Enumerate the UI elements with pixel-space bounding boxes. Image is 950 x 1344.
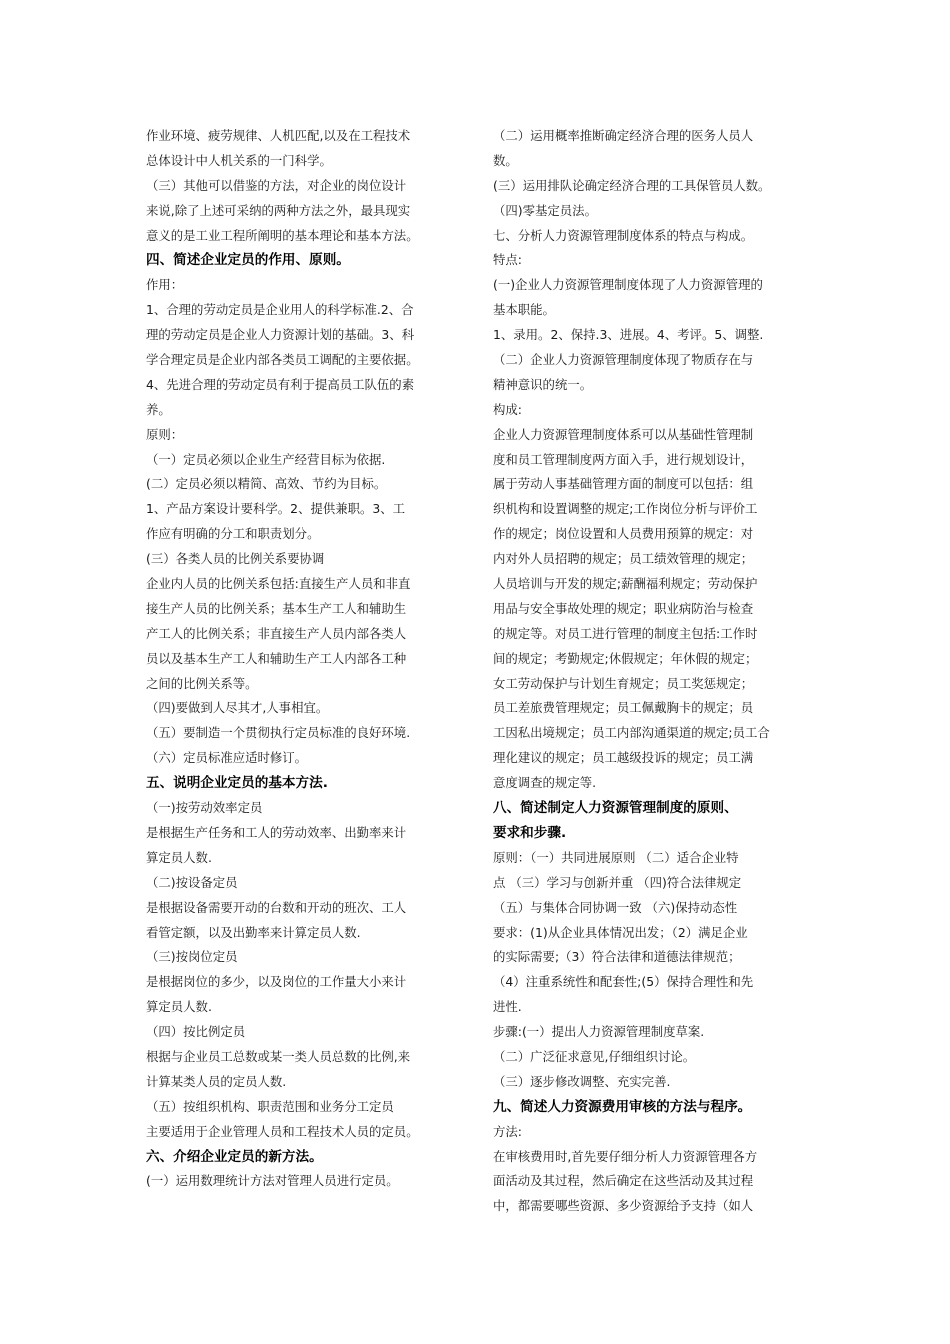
section-heading: 六、介绍企业定员的新方法。	[146, 1148, 323, 1165]
text-line: 企业人力资源管理制度体系可以从基础性管理制	[493, 426, 754, 442]
text-line: 接生产人员的比例关系；基本生产工人和辅助生	[146, 600, 407, 616]
text-line: 原则：	[146, 426, 184, 442]
text-line: 是根据岗位的多少，以及岗位的工作量大小来计	[146, 974, 407, 990]
text-line: （六）定员标准应适时修订。	[146, 750, 308, 766]
text-line: （二）企业人力资源管理制度体现了物质存在与	[493, 352, 754, 368]
text-line: （二)按设备定员	[146, 874, 238, 890]
text-line: 是根据设备需要开动的台数和开动的班次、工人	[146, 899, 407, 915]
text-line: 作业环境、疲劳规律、人机匹配,以及在工程技术	[146, 128, 411, 143]
text-line: (三）运用排队论确定经济合理的工具保管员人数。	[493, 177, 771, 193]
text-line: 根据与企业员工总数或某一类人员总数的比例,来	[146, 1048, 411, 1064]
text-line: 要求：(1)从企业具体情况出发；（2）满足企业	[493, 924, 748, 940]
text-line: 基本职能。	[493, 302, 555, 318]
text-line: 4、先进合理的劳动定员有利于提高员工队伍的素	[146, 376, 415, 392]
text-line: 数。	[493, 152, 518, 168]
text-line: 中，都需要哪些资源、多少资源给予支持（如人	[493, 1198, 754, 1214]
text-line: （二）运用概率推断确定经济合理的医务人员人	[493, 128, 754, 143]
text-line: 工因私出境规定；员工内部沟通渠道的规定;员工合	[493, 725, 770, 741]
text-line: 主要适用于企业管理人员和工程技术人员的定员。	[146, 1123, 419, 1139]
text-line: 理的劳动定员是企业人力资源计划的基础。3、科	[146, 327, 415, 343]
text-line: （五）要制造一个贯彻执行定员标准的良好环境.	[146, 725, 411, 741]
text-line: (一）运用数理统计方法对管理人员进行定员。	[146, 1173, 399, 1189]
text-line: （三)按岗位定员	[146, 949, 238, 965]
text-line: 精神意识的统一。	[493, 376, 593, 392]
text-line: 面活动及其过程，然后确定在这些活动及其过程	[493, 1173, 754, 1189]
text-line: 算定员人数.	[146, 999, 212, 1015]
text-line: 步骤:(一）提出人力资源管理制度草案.	[493, 1024, 705, 1040]
text-line: 理化建议的规定；员工越级投诉的规定；员工满	[493, 750, 754, 766]
section-heading: 八、简述制定人力资源管理制度的原则、	[493, 800, 738, 817]
text-line: 养。	[146, 401, 171, 417]
text-line: 的规定等。对员工进行管理的制度主包括:工作时	[493, 625, 758, 641]
text-line: 意度调查的规定等.	[493, 775, 597, 791]
text-line: 1、录用。2、保持.3、进展。4、考评。5、调整.	[493, 327, 764, 343]
text-line: 人员培训与开发的规定;薪酬福利规定；劳动保护	[493, 576, 758, 592]
text-line: （二）广泛征求意见,仔细组织讨论。	[493, 1048, 696, 1064]
text-line: 1、产品方案设计要科学。2、提供兼职。3、工	[146, 501, 406, 517]
text-line: 总体设计中人机关系的一门科学。	[146, 152, 332, 168]
left-text-column	[146, 124, 459, 1194]
text-line: （4）注重系统性和配套性;(5）保持合理性和先	[493, 974, 754, 990]
text-line: （四)零基定员法。	[493, 202, 597, 218]
text-line: 进性.	[493, 999, 522, 1015]
text-line: （一）定员必须以企业生产经营目标为依据.	[146, 451, 386, 467]
section-heading: 五、说明企业定员的基本方法.	[146, 775, 328, 792]
text-line: 女工劳动保护与计划生育规定；员工奖惩规定；	[493, 675, 754, 691]
text-line: 原则：（一）共同进展原则 （二）适合企业特	[493, 849, 739, 865]
text-line: 之间的比例关系等。	[146, 675, 258, 691]
text-line: 间的规定；考勤规定;休假规定；年休假的规定；	[493, 650, 758, 666]
text-line: 用品与安全事故处理的规定；职业病防治与检查	[493, 600, 754, 616]
text-line: 织机构和设置调整的规定;工作岗位分析与评价工	[493, 501, 758, 517]
text-line: （三）逐步修改调整、充实完善.	[493, 1073, 671, 1089]
text-line: （五）按组织机构、职责范围和业务分工定员	[146, 1098, 394, 1114]
text-line: 意义的是工业工程所阐明的基本理论和基本方法。	[146, 227, 419, 243]
text-line: （一)按劳动效率定员	[146, 800, 263, 816]
text-line: (一)企业人力资源管理制度体现了人力资源管理的	[493, 277, 763, 293]
text-line: 构成:	[493, 401, 522, 417]
text-line: 作应有明确的分工和职责划分。	[146, 526, 320, 542]
text-line: 计算某类人员的定员人数.	[146, 1073, 287, 1089]
text-line: 点 （三）学习与创新并重 （四)符合法律规定	[493, 874, 742, 890]
right-text-column	[493, 124, 806, 1219]
text-line: 内对外人员招聘的规定；员工绩效管理的规定；	[493, 551, 754, 567]
text-line: （三）其他可以借鉴的方法，对企业的岗位设计	[146, 177, 407, 193]
text-line: 在审核费用时,首先要仔细分析人力资源管理各方	[493, 1148, 758, 1164]
text-line: 度和员工管理制度两方面入手，进行规划设计，	[493, 451, 754, 467]
text-line: （四）按比例定员	[146, 1024, 246, 1040]
text-line: 七、分析人力资源管理制度体系的特点与构成。	[493, 227, 754, 243]
text-line: 1、合理的劳动定员是企业用人的科学标准.2、合	[146, 302, 414, 318]
text-line: 产工人的比例关系；非直接生产人员内部各类人	[146, 625, 407, 641]
text-line: 作用：	[146, 277, 184, 293]
text-line: 属于劳动人事基础管理方面的制度可以包括：组	[493, 476, 754, 492]
text-line: (二）定员必须以精简、高效、节约为目标。	[146, 476, 387, 492]
text-line: （四)要做到人尽其才,人事相宜。	[146, 700, 329, 716]
text-line: 员工差旅费管理规定；员工佩戴胸卡的规定；员	[493, 700, 754, 716]
text-line: 算定员人数.	[146, 849, 212, 865]
text-line: （五）与集体合同协调一致 （六)保持动态性	[493, 899, 738, 915]
text-line: 方法:	[493, 1123, 522, 1139]
text-line: 是根据生产任务和工人的劳动效率、出勤率来计	[146, 824, 407, 840]
text-line: 学合理定员是企业内部各类员工调配的主要依据。	[146, 352, 419, 368]
text-line: 特点:	[493, 252, 522, 268]
text-line: (三）各类人员的比例关系要协调	[146, 551, 325, 567]
text-line: 作的规定；岗位设置和人员费用预算的规定：对	[493, 526, 754, 542]
text-line: 来说,除了上述可采纳的两种方法之外，最具现实	[146, 202, 411, 218]
section-heading: 四、简述企业定员的作用、原则。	[146, 252, 350, 269]
text-line: 员以及基本生产工人和辅助生产工人内部各工种	[146, 650, 407, 666]
section-heading: 要求和步骤.	[493, 824, 567, 841]
text-line: 的实际需要;（3）符合法律和道德法律规范；	[493, 949, 741, 965]
text-line: 看管定额，以及出勤率来计算定员人数.	[146, 924, 361, 940]
section-heading: 九、简述人力资源费用审核的方法与程序。	[493, 1098, 752, 1115]
text-line: 企业内人员的比例关系包括:直接生产人员和非直	[146, 576, 411, 592]
